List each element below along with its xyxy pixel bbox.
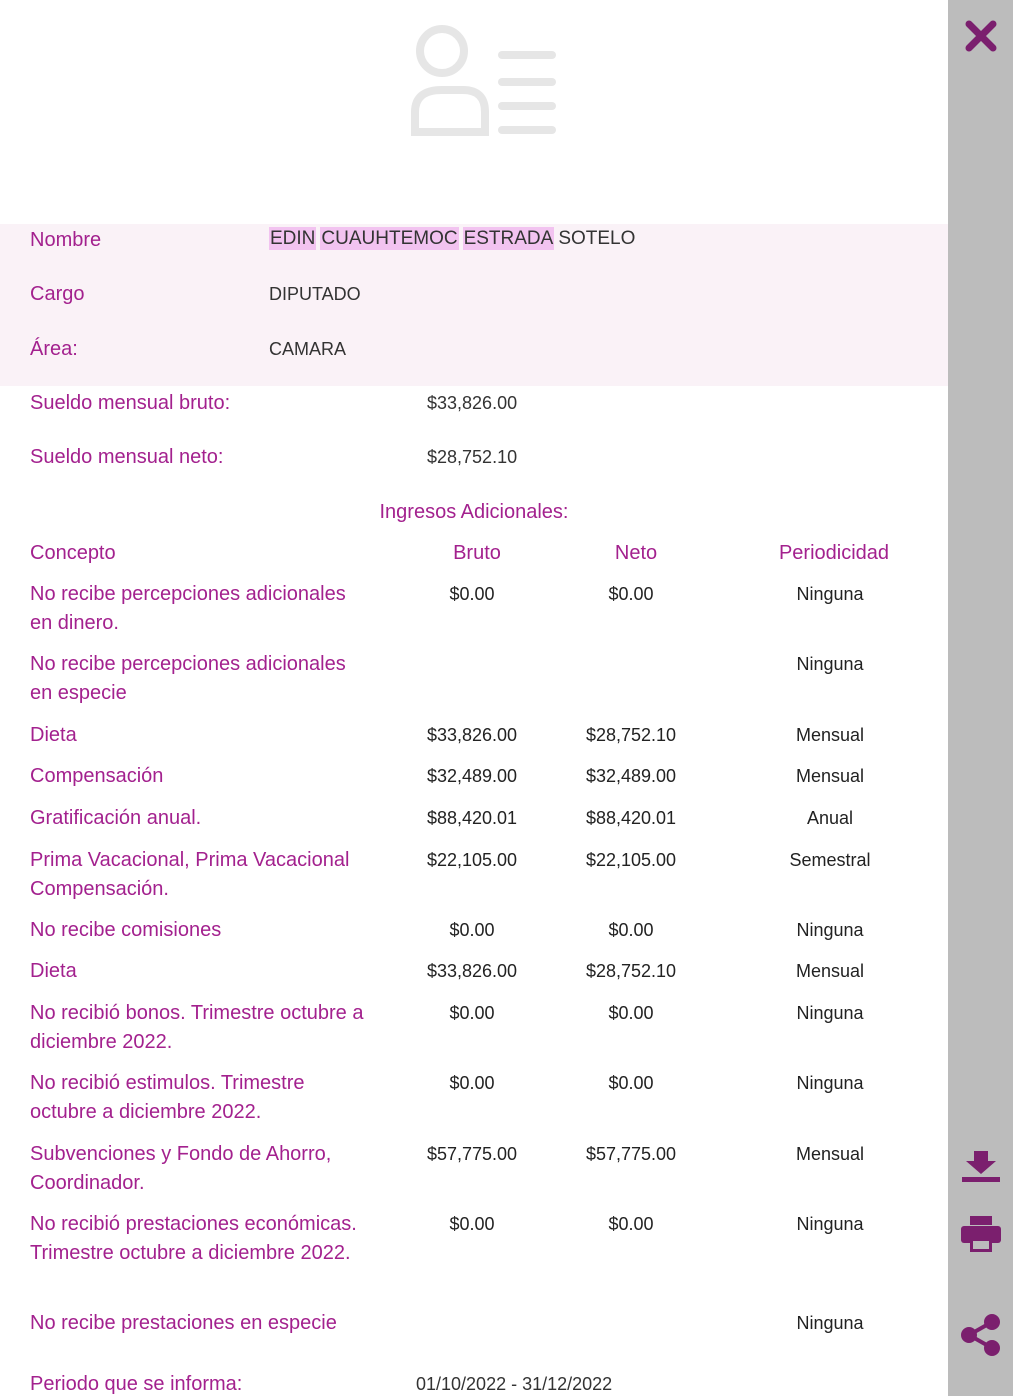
sueldo-bruto-label: Sueldo mensual bruto: [30, 392, 231, 414]
concepto-cell: Compensación [30, 765, 164, 787]
area-value: CAMARA [269, 339, 347, 359]
col-header-bruto: Bruto [453, 542, 501, 564]
name-part-fourth: SOTELO [558, 228, 636, 249]
neto-cell: $0.00 [608, 584, 654, 604]
cargo-value: DIPUTADO [269, 284, 361, 304]
print-icon [959, 1214, 1003, 1254]
neto-cell: $57,775.00 [585, 1144, 677, 1164]
close-button[interactable] [948, 16, 1013, 56]
periodicidad-cell: Ninguna [796, 1003, 864, 1023]
neto-cell: $22,105.00 [585, 850, 677, 870]
concepto-cell: No recibió estimulos. Trimestre octubre a diciembre 2022. [30, 1072, 305, 1123]
bruto-cell: $0.00 [449, 920, 495, 940]
concepto-cell: No recibe comisiones [30, 919, 222, 941]
bruto-cell: $22,105.00 [426, 850, 518, 870]
profile-card-icon [405, 22, 560, 142]
name-part-first: EDIN [270, 228, 316, 249]
nombre-label: Nombre [30, 229, 102, 251]
concepto-cell: No recibió prestaciones económicas. Trimestre octubre a diciembre 2022. [30, 1213, 357, 1264]
concepto-cell: No recibe prestaciones en especie [30, 1312, 337, 1334]
bruto-cell: $0.00 [449, 1073, 495, 1093]
periodicidad-cell: Ninguna [796, 654, 864, 674]
bruto-cell: $33,826.00 [426, 725, 518, 745]
concepto-cell: Dieta [30, 960, 77, 982]
concepto-cell: Gratificación anual. [30, 807, 202, 829]
periodicidad-cell: Ninguna [796, 584, 864, 604]
bruto-cell: $32,489.00 [426, 766, 518, 786]
periodo-value: 01/10/2022 - 31/12/2022 [416, 1374, 613, 1394]
print-button[interactable] [948, 1214, 1013, 1254]
sueldo-bruto-value: $33,826.00 [427, 393, 518, 413]
periodicidad-cell: Mensual [795, 1144, 865, 1164]
col-header-periodicidad: Periodicidad [778, 542, 890, 564]
periodicidad-cell: Semestral [789, 850, 871, 870]
neto-cell: $0.00 [608, 1214, 654, 1234]
bruto-cell: $88,420.01 [426, 808, 518, 828]
neto-cell: $0.00 [608, 1073, 654, 1093]
download-icon [959, 1148, 1003, 1184]
periodo-label: Periodo que se informa: [30, 1373, 243, 1395]
bruto-cell: $33,826.00 [426, 961, 518, 981]
periodicidad-cell: Mensual [795, 766, 865, 786]
periodicidad-cell: Mensual [795, 725, 865, 745]
concepto-cell: No recibe percepciones adicionales en dinero. [30, 583, 346, 634]
bruto-cell: $0.00 [449, 584, 495, 604]
share-button[interactable] [948, 1314, 1013, 1356]
neto-cell: $32,489.00 [585, 766, 677, 786]
periodicidad-cell: Ninguna [796, 920, 864, 940]
concepto-cell: Subvenciones y Fondo de Ahorro, Coordinador. [30, 1143, 332, 1194]
ingresos-adicionales-title: Ingresos Adicionales: [379, 501, 569, 523]
col-header-concepto: Concepto [30, 542, 116, 564]
bruto-cell: $57,775.00 [426, 1144, 518, 1164]
area-label: Área: [30, 338, 78, 360]
close-icon [961, 16, 1001, 56]
name-part-third: ESTRADA [463, 228, 554, 249]
bruto-cell: $0.00 [449, 1214, 495, 1234]
periodicidad-cell: Mensual [795, 961, 865, 981]
concepto-cell: Dieta [30, 724, 77, 746]
sueldo-neto-value: $28,752.10 [427, 447, 518, 467]
periodicidad-cell: Ninguna [796, 1214, 864, 1234]
concepto-cell: No recibió bonos. Trimestre octubre a diciembre 2022. [30, 1002, 364, 1053]
neto-cell: $0.00 [608, 1003, 654, 1023]
name-part-second: CUAUHTEMOC [321, 228, 458, 249]
cargo-label: Cargo [30, 283, 85, 305]
action-sidebar [948, 0, 1013, 1396]
neto-cell: $28,752.10 [585, 725, 677, 745]
periodicidad-cell: Ninguna [796, 1073, 864, 1093]
neto-cell: $0.00 [608, 920, 654, 940]
periodicidad-cell: Ninguna [796, 1313, 864, 1333]
neto-cell: $88,420.01 [585, 808, 677, 828]
col-header-neto: Neto [614, 542, 658, 564]
concepto-cell: No recibe percepciones adicionales en especie [30, 653, 346, 704]
sueldo-neto-label: Sueldo mensual neto: [30, 446, 224, 468]
share-icon [959, 1314, 1003, 1356]
neto-cell: $28,752.10 [585, 961, 677, 981]
nombre-value [269, 225, 639, 253]
bruto-cell: $0.00 [449, 1003, 495, 1023]
periodicidad-cell: Anual [806, 808, 854, 828]
download-button[interactable] [948, 1148, 1013, 1184]
concepto-cell: Prima Vacacional, Prima Vacacional Compensación. [30, 849, 350, 900]
